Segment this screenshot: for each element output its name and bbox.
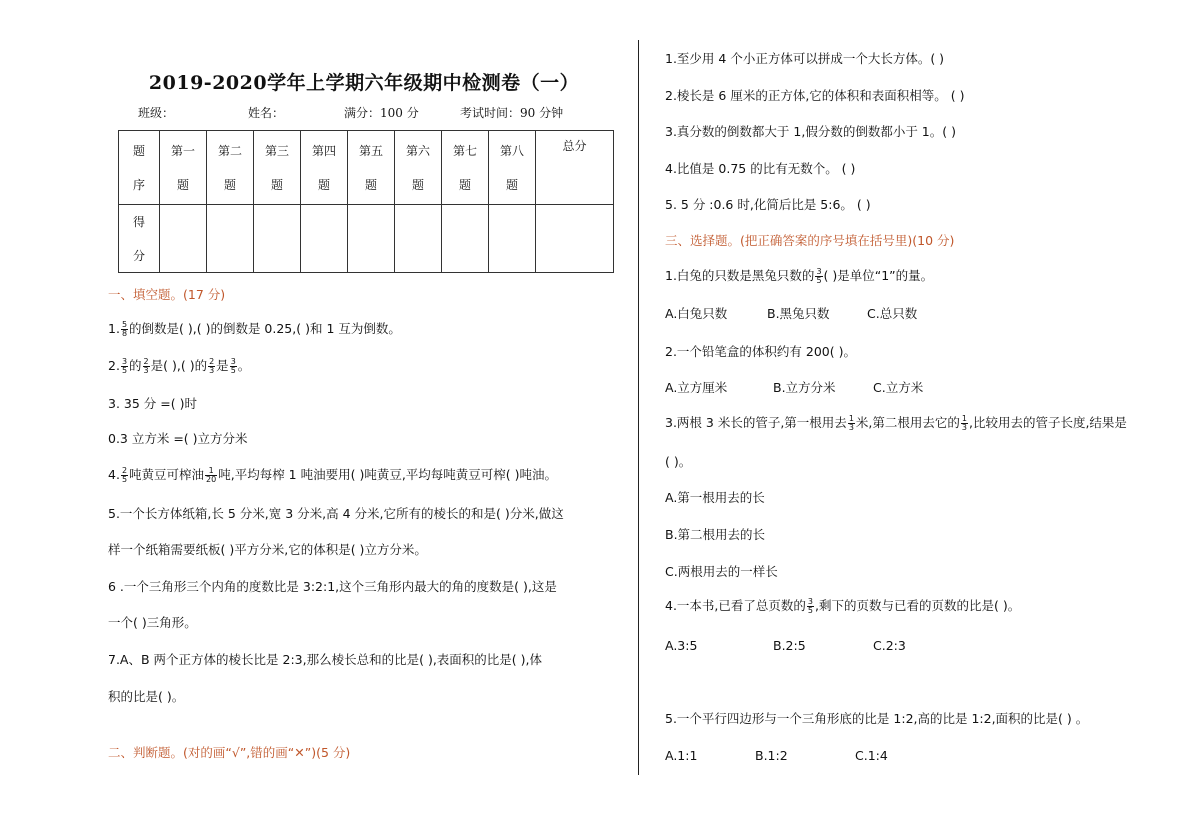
judge-2: 2.棱长是 6 厘米的正方体,它的体积和表面积相等。 ( )	[665, 88, 965, 103]
question-6-line-1: 6 .一个三角形三个内角的度数比是 3:2:1,这个三角形内最大的角的度数是( ),这是	[108, 579, 557, 594]
option-a: A.立方厘米	[665, 380, 728, 395]
score-cell	[442, 205, 489, 273]
score-cell	[207, 205, 254, 273]
section-1-title: 一、填空题。(17 分)	[108, 287, 226, 302]
score-table-header-row	[119, 131, 614, 205]
fraction: $\frac{2}{3}$	[143, 357, 149, 375]
score-cell	[254, 205, 301, 273]
choice-1: 1.白兔的只数是黑兔只数的 $\frac{3}{5}$ ( )是单位“1”的量。	[665, 267, 934, 285]
option-a: A.白兔只数	[665, 306, 728, 321]
score-table-score-row	[119, 205, 614, 273]
question-7-line-1: 7.A、B 两个正方体的棱长比是 2:3,那么棱长总和的比是( ),表面积的比是( ),体	[108, 652, 542, 667]
score-cell	[489, 205, 536, 273]
score-cell	[395, 205, 442, 273]
question-5-line-1: 5.一个长方体纸箱,长 5 分米,宽 3 分米,高 4 分米,它所有的棱长的和是( )分米,做这	[108, 506, 564, 521]
option-c: C.2:3	[873, 638, 906, 653]
header-cell-total: 总分	[536, 131, 614, 205]
question-6-line-2: 一个( )三角形。	[108, 615, 197, 630]
score-cell	[160, 205, 207, 273]
choice-3-blank: ( )。	[665, 454, 692, 469]
option-c: C.总只数	[867, 306, 918, 321]
question-3b: 0.3 立方米 =( )立方分米	[108, 431, 248, 446]
section-2-title: 二、判断题。(对的画“√”,错的画“✕”)(5 分)	[108, 745, 351, 760]
question-1: 1. $\frac{5}{8}$ 的倒数是( ),( )的倒数是 0.25,( )和 1 互为倒数。	[108, 320, 401, 338]
class-label: 班级：	[138, 106, 175, 120]
header-cell-q8: 第八 题	[489, 131, 536, 205]
section-3-title: 三、选择题。(把正确答案的序号填在括号里)(10 分)	[665, 233, 955, 248]
choice-5: 5.一个平行四边形与一个三角形底的比是 1:2,高的比是 1:2,面积的比是( ) 。	[665, 711, 1089, 726]
header-cell-q3: 第三 题	[254, 131, 301, 205]
fraction: $\frac{3}{5}$	[121, 357, 128, 375]
fraction: $\frac{2}{5}$	[121, 466, 128, 484]
fraction: $\frac{3}{5}$	[816, 267, 822, 285]
choice-4: 4.一本书,已看了总页数的 $\frac{3}{5}$ ,剩下的页数与已看的页数的比是( )。	[665, 597, 1021, 615]
name-label: 姓名：	[248, 106, 285, 120]
full-score-label: 满分：100 分	[344, 106, 419, 120]
header-cell-ti-xu: 题 序	[119, 131, 160, 205]
score-table	[118, 130, 614, 273]
fraction: $\frac{3}{5}$	[230, 357, 236, 375]
judge-4: 4.比值是 0.75 的比有无数个。 ( )	[665, 161, 856, 176]
score-cell	[348, 205, 395, 273]
choice-3-option-c: C.两根用去的一样长	[665, 564, 778, 579]
question-4: 4. $\frac{2}{5}$ 吨黄豆可榨油 $\frac{1}{20}$ 吨,平均每榨 1 吨油要用( )吨黄豆,平均每吨黄豆可榨( )吨油。	[108, 466, 558, 484]
header-cell-q2: 第二 题	[207, 131, 254, 205]
fraction: $\frac{1}{3}$	[848, 414, 854, 432]
judge-5: 5. 5 分 :0.6 时,化简后比是 5:6。 ( )	[665, 197, 871, 212]
choice-3-option-b: B.第二根用去的长	[665, 527, 766, 542]
column-divider	[638, 40, 639, 775]
choice-3-option-a: A.第一根用去的长	[665, 490, 765, 505]
header-cell-q4: 第四 题	[301, 131, 348, 205]
option-b: B.黑兔只数	[767, 306, 830, 321]
option-c: C.1:4	[855, 748, 888, 763]
score-cell-total	[536, 205, 614, 273]
question-5-line-2: 样一个纸箱需要纸板( )平方分米,它的体积是( )立方分米。	[108, 542, 427, 557]
exam-time-label: 考试时间：90 分钟	[460, 106, 564, 120]
header-cell-q5: 第五 题	[348, 131, 395, 205]
fraction: $\frac{1}{20}$	[206, 466, 217, 484]
judge-3: 3.真分数的倒数都大于 1,假分数的倒数都小于 1。( )	[665, 124, 956, 139]
option-c: C.立方米	[873, 380, 924, 395]
score-label-cell: 得 分	[119, 205, 160, 273]
option-b: B.2:5	[773, 638, 806, 653]
option-a: A.3:5	[665, 638, 698, 653]
fraction: $\frac{2}{3}$	[209, 357, 215, 375]
question-7-line-2: 积的比是( )。	[108, 689, 185, 704]
question-2: 2. $\frac{3}{5}$ 的 $\frac{2}{3}$ 是( ),( )的 $\frac{2}{3}$ 是 $\frac{3}{5}$ 。	[108, 357, 251, 375]
question-3a: 3. 35 分 =( )时	[108, 396, 197, 411]
fraction: $\frac{5}{8}$	[121, 320, 128, 338]
header-cell-q7: 第七 题	[442, 131, 489, 205]
fraction: $\frac{1}{3}$	[961, 414, 967, 432]
option-a: A.1:1	[665, 748, 698, 763]
score-cell	[301, 205, 348, 273]
page-title: 2019-2020学年上学期六年级期中检测卷（一）	[148, 72, 580, 94]
header-cell-q1: 第一 题	[160, 131, 207, 205]
choice-3: 3.两根 3 米长的管子,第一根用去 $\frac{1}{3}$ 米,第二根用去它的 $\frac{1}{3}$ ,比较用去的管子长度,结果是	[665, 414, 1127, 432]
choice-2: 2.一个铅笔盒的体积约有 200( )。	[665, 344, 856, 359]
judge-1: 1.至少用 4 个小正方体可以拼成一个大长方体。( )	[665, 51, 945, 66]
option-b: B.1:2	[755, 748, 788, 763]
header-cell-q6: 第六 题	[395, 131, 442, 205]
fraction: $\frac{3}{5}$	[807, 597, 813, 615]
option-b: B.立方分米	[773, 380, 836, 395]
